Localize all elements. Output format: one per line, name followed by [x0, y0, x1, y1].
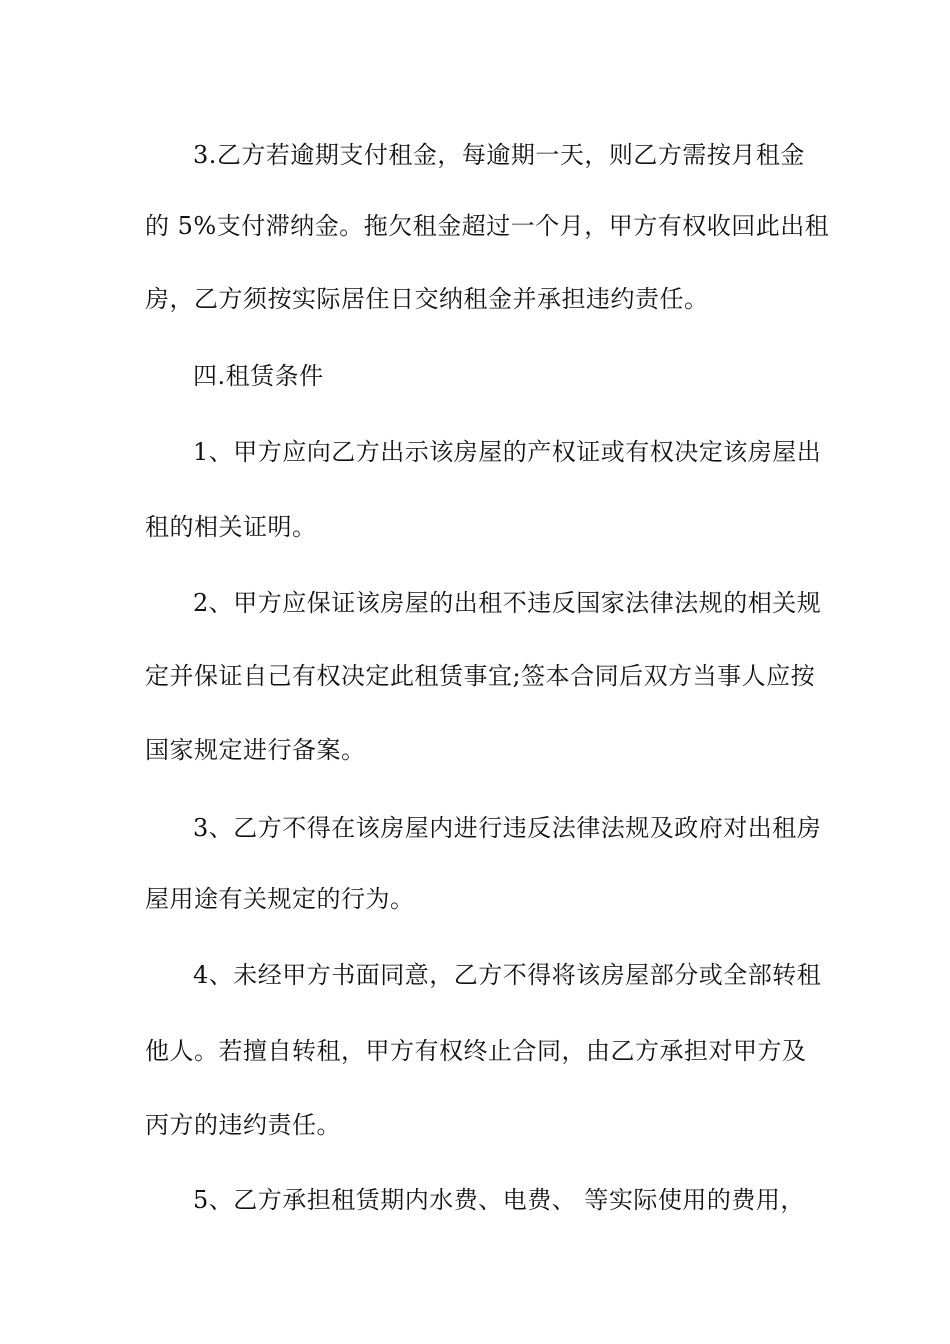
- paragraph-line: 2、甲方应保证该房屋的出租不违反国家法律法规的相关规: [193, 589, 822, 617]
- paragraph-line: 3、乙方不得在该房屋内进行违反法律法规及政府对出租房: [193, 814, 822, 842]
- paragraph-line: 丙方的违约责任。: [145, 1111, 341, 1139]
- paragraph-line: 的 5%支付滞纳金。拖欠租金超过一个月，甲方有权收回此出租: [145, 212, 830, 240]
- paragraph-line: 屋用途有关规定的行为。: [145, 885, 415, 913]
- paragraph-line: 3.乙方若逾期支付租金，每逾期一天，则乙方需按月租金: [193, 141, 805, 169]
- paragraph-line: 他人。若擅自转租，甲方有权终止合同，由乙方承担对甲方及: [145, 1037, 807, 1065]
- paragraph-line: 定并保证自己有权决定此租赁事宜;签本合同后双方当事人应按: [145, 662, 816, 690]
- paragraph-line: 1、甲方应向乙方出示该房屋的产权证或有权决定该房屋出: [193, 438, 822, 466]
- paragraph-line: 国家规定进行备案。: [145, 736, 366, 764]
- paragraph-line: 4、未经甲方书面同意，乙方不得将该房屋部分或全部转租: [193, 961, 822, 989]
- paragraph-line: 5、乙方承担租赁期内水费、电费、 等实际使用的费用，: [193, 1186, 805, 1214]
- paragraph-line: 租的相关证明。: [145, 513, 317, 541]
- section-heading: 四.租赁条件: [193, 362, 324, 390]
- paragraph-line: 房，乙方须按实际居住日交纳租金并承担违约责任。: [145, 285, 709, 313]
